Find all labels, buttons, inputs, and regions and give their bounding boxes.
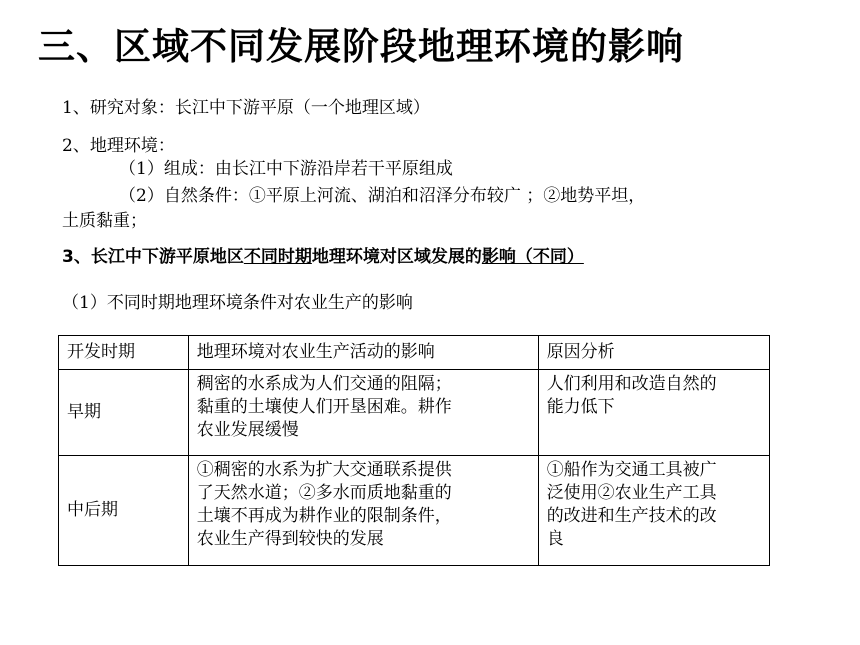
section-3-part4: 影响（不同） [481,247,584,267]
header-reason: 原因分析 [538,336,769,370]
reason-line: 的改进和生产技术的改 [546,506,717,526]
period-cell: 中后期 [59,456,189,566]
natural-conditions-line: （2）自然条件：①平原上河流、湖泊和沼泽分布较广 ；②地势平坦， [119,186,646,206]
period-cell: 早期 [59,370,189,456]
section-3-part2: 不同时期 [243,247,312,267]
reason-cell [538,456,769,566]
reason-line: 泛使用②农业生产工具 [546,483,717,503]
reason-line: 良 [546,529,564,549]
subheading: （1）不同时期地理环境条件对农业生产的影响 [62,293,413,313]
natural-conditions-cont: 土质黏重； [62,211,147,231]
impact-line: 黏重的土壤使人们开垦困难。耕作 [196,397,452,417]
reason-line: ①船作为交通工具被广 [546,460,717,480]
table-row [59,370,770,456]
header-impact: 地理环境对农业生产活动的影响 [188,336,538,370]
geo-environment-heading: 2、地理环境： [62,136,175,156]
reason-line: 人们利用和改造自然的 [546,374,717,394]
page-title: 三、区域不同发展阶段地理环境的影响 [38,25,684,68]
table-header-row [59,336,770,370]
impact-line: ①稠密的水系为扩大交通联系提供 [196,460,452,480]
composition-line: （1）组成：由长江中下游沿岸若干平原组成 [119,159,453,179]
impact-line: 农业生产得到较快的发展 [196,529,384,549]
impact-cell [188,370,538,456]
agriculture-impact-table [58,335,770,566]
table-row [59,456,770,566]
section-3-part1: 3、长江中下游平原地区 [62,247,244,267]
research-object: 1、研究对象：长江中下游平原（一个地理区域） [62,98,430,118]
section-3-part3: 地理环境对区域发展的 [311,247,482,267]
impact-line: 了天然水道；②多水而质地黏重的 [196,483,452,503]
section-3-heading [62,246,584,268]
impact-line: 农业发展缓慢 [196,420,299,440]
header-period: 开发时期 [59,336,189,370]
reason-cell [538,370,769,456]
impact-line: 稠密的水系成为人们交通的阻隔； [196,374,452,394]
impact-line: 土壤不再成为耕作业的限制条件， [196,506,452,526]
reason-line: 能力低下 [546,397,615,417]
impact-cell [188,456,538,566]
